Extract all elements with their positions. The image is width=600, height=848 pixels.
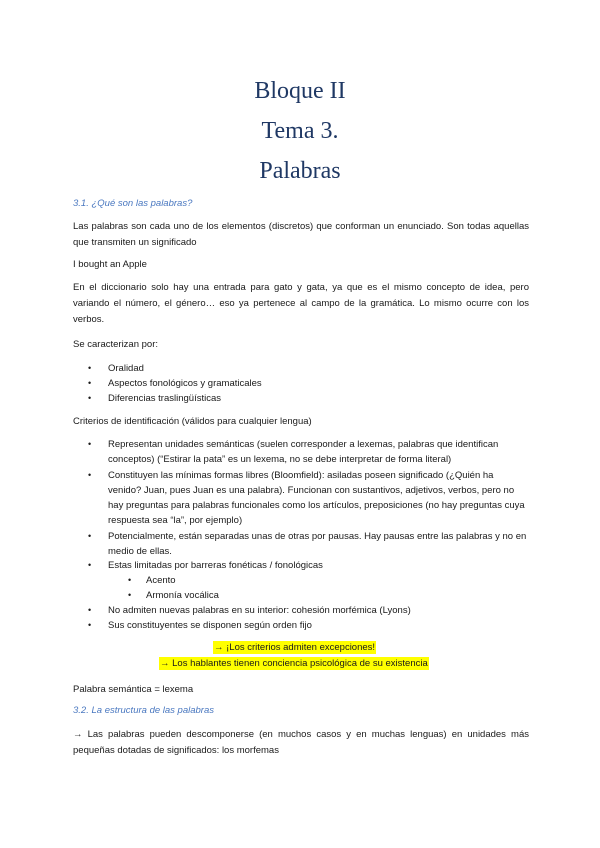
bullet-icon: • [88,560,92,570]
list-item: • Sus constituyentes se disponen según orden fijo [88,620,312,631]
title-line-2: Tema 3. [261,118,339,144]
title-line-1: Bloque II [254,78,346,104]
list-item: • Constituyen las mínimas formas libres (Bloomfield): asiladas poseen significado (¿Quién ha venido? Juan, pues Juan es una palabra). Funcionan con sustantivos, adjetivos, verbos, pero no hay preguntas para palabras funcionales como los artículos, preposiciones (no hay preguntas cuya respuesta sea “la”, por ejemplo) [88,470,525,526]
list-item: • No admiten nuevas palabras en su interior: cohesión morfémica (Lyons) [88,605,411,616]
bullet-icon: • [88,393,92,403]
definition-paragraph: Las palabras son cada uno de los elementos (discretos) que conforman un enunciado. Son todas aquellas que transmiten un significado [73,221,529,248]
bullet-icon: • [88,620,92,630]
list-item: • Diferencias traslingüísticas [88,393,221,404]
bullet-icon: • [128,575,132,585]
list-item: • Aspectos fonológicos y gramaticales [88,378,262,389]
example-paragraph: I bought an Apple [73,259,147,270]
equation-paragraph: Palabra semántica = lexema [73,684,194,695]
section-heading-1: 3.1. ¿Qué son las palabras? [73,198,193,209]
bullet-icon: • [88,363,92,373]
highlight-exceptions: → ¡Los criterios admiten excepciones! [214,642,376,653]
criteria-intro: Criterios de identificación (válidos para cualquier lengua) [73,416,312,427]
bullet-icon: • [88,378,92,388]
bullet-icon: • [88,531,92,541]
title-line-3: Palabras [259,158,341,184]
bullet-icon: • [88,470,92,480]
bullet-icon: • [88,605,92,615]
highlight-awareness: → Los hablantes tienen conciencia psicológica de su existencia [160,658,428,669]
bullet-icon: • [128,590,132,600]
dictionary-paragraph: En el diccionario solo hay una entrada para gato y gata, ya que es el mismo concepto de idea, pero variando el número, el género… eso ya pertenece al campo de la gramática. Lo mismo ocurre con los verbos. [73,282,529,325]
characterize-intro: Se caracterizan por: [73,339,159,350]
list-item: • Estas limitadas por barreras fonéticas / fonológicas [88,560,323,571]
section-heading-2: 3.2. La estructura de las palabras [73,705,215,716]
bullet-icon: • [88,439,92,449]
structure-paragraph: → Las palabras pueden descomponerse (en muchos casos y en muchas lenguas) en unidades más pequeñas dotadas de significados: los morfemas [73,729,529,756]
list-item: • Representan unidades semánticas (suelen corresponder a lexemas, palabras que identifican conceptos) (“Estirar la pata” es un lexema, no se debe interpretar de forma literal) [88,439,499,465]
sub-list-item: • Armonía vocálica [128,590,219,601]
list-item: • Potencialmente, están separadas unas de otras por pausas. Hay pausas entre las palabras y no en medio de ellas. [88,531,527,557]
list-item: • Oralidad [88,363,144,374]
sub-list-item: • Acento [128,575,176,586]
